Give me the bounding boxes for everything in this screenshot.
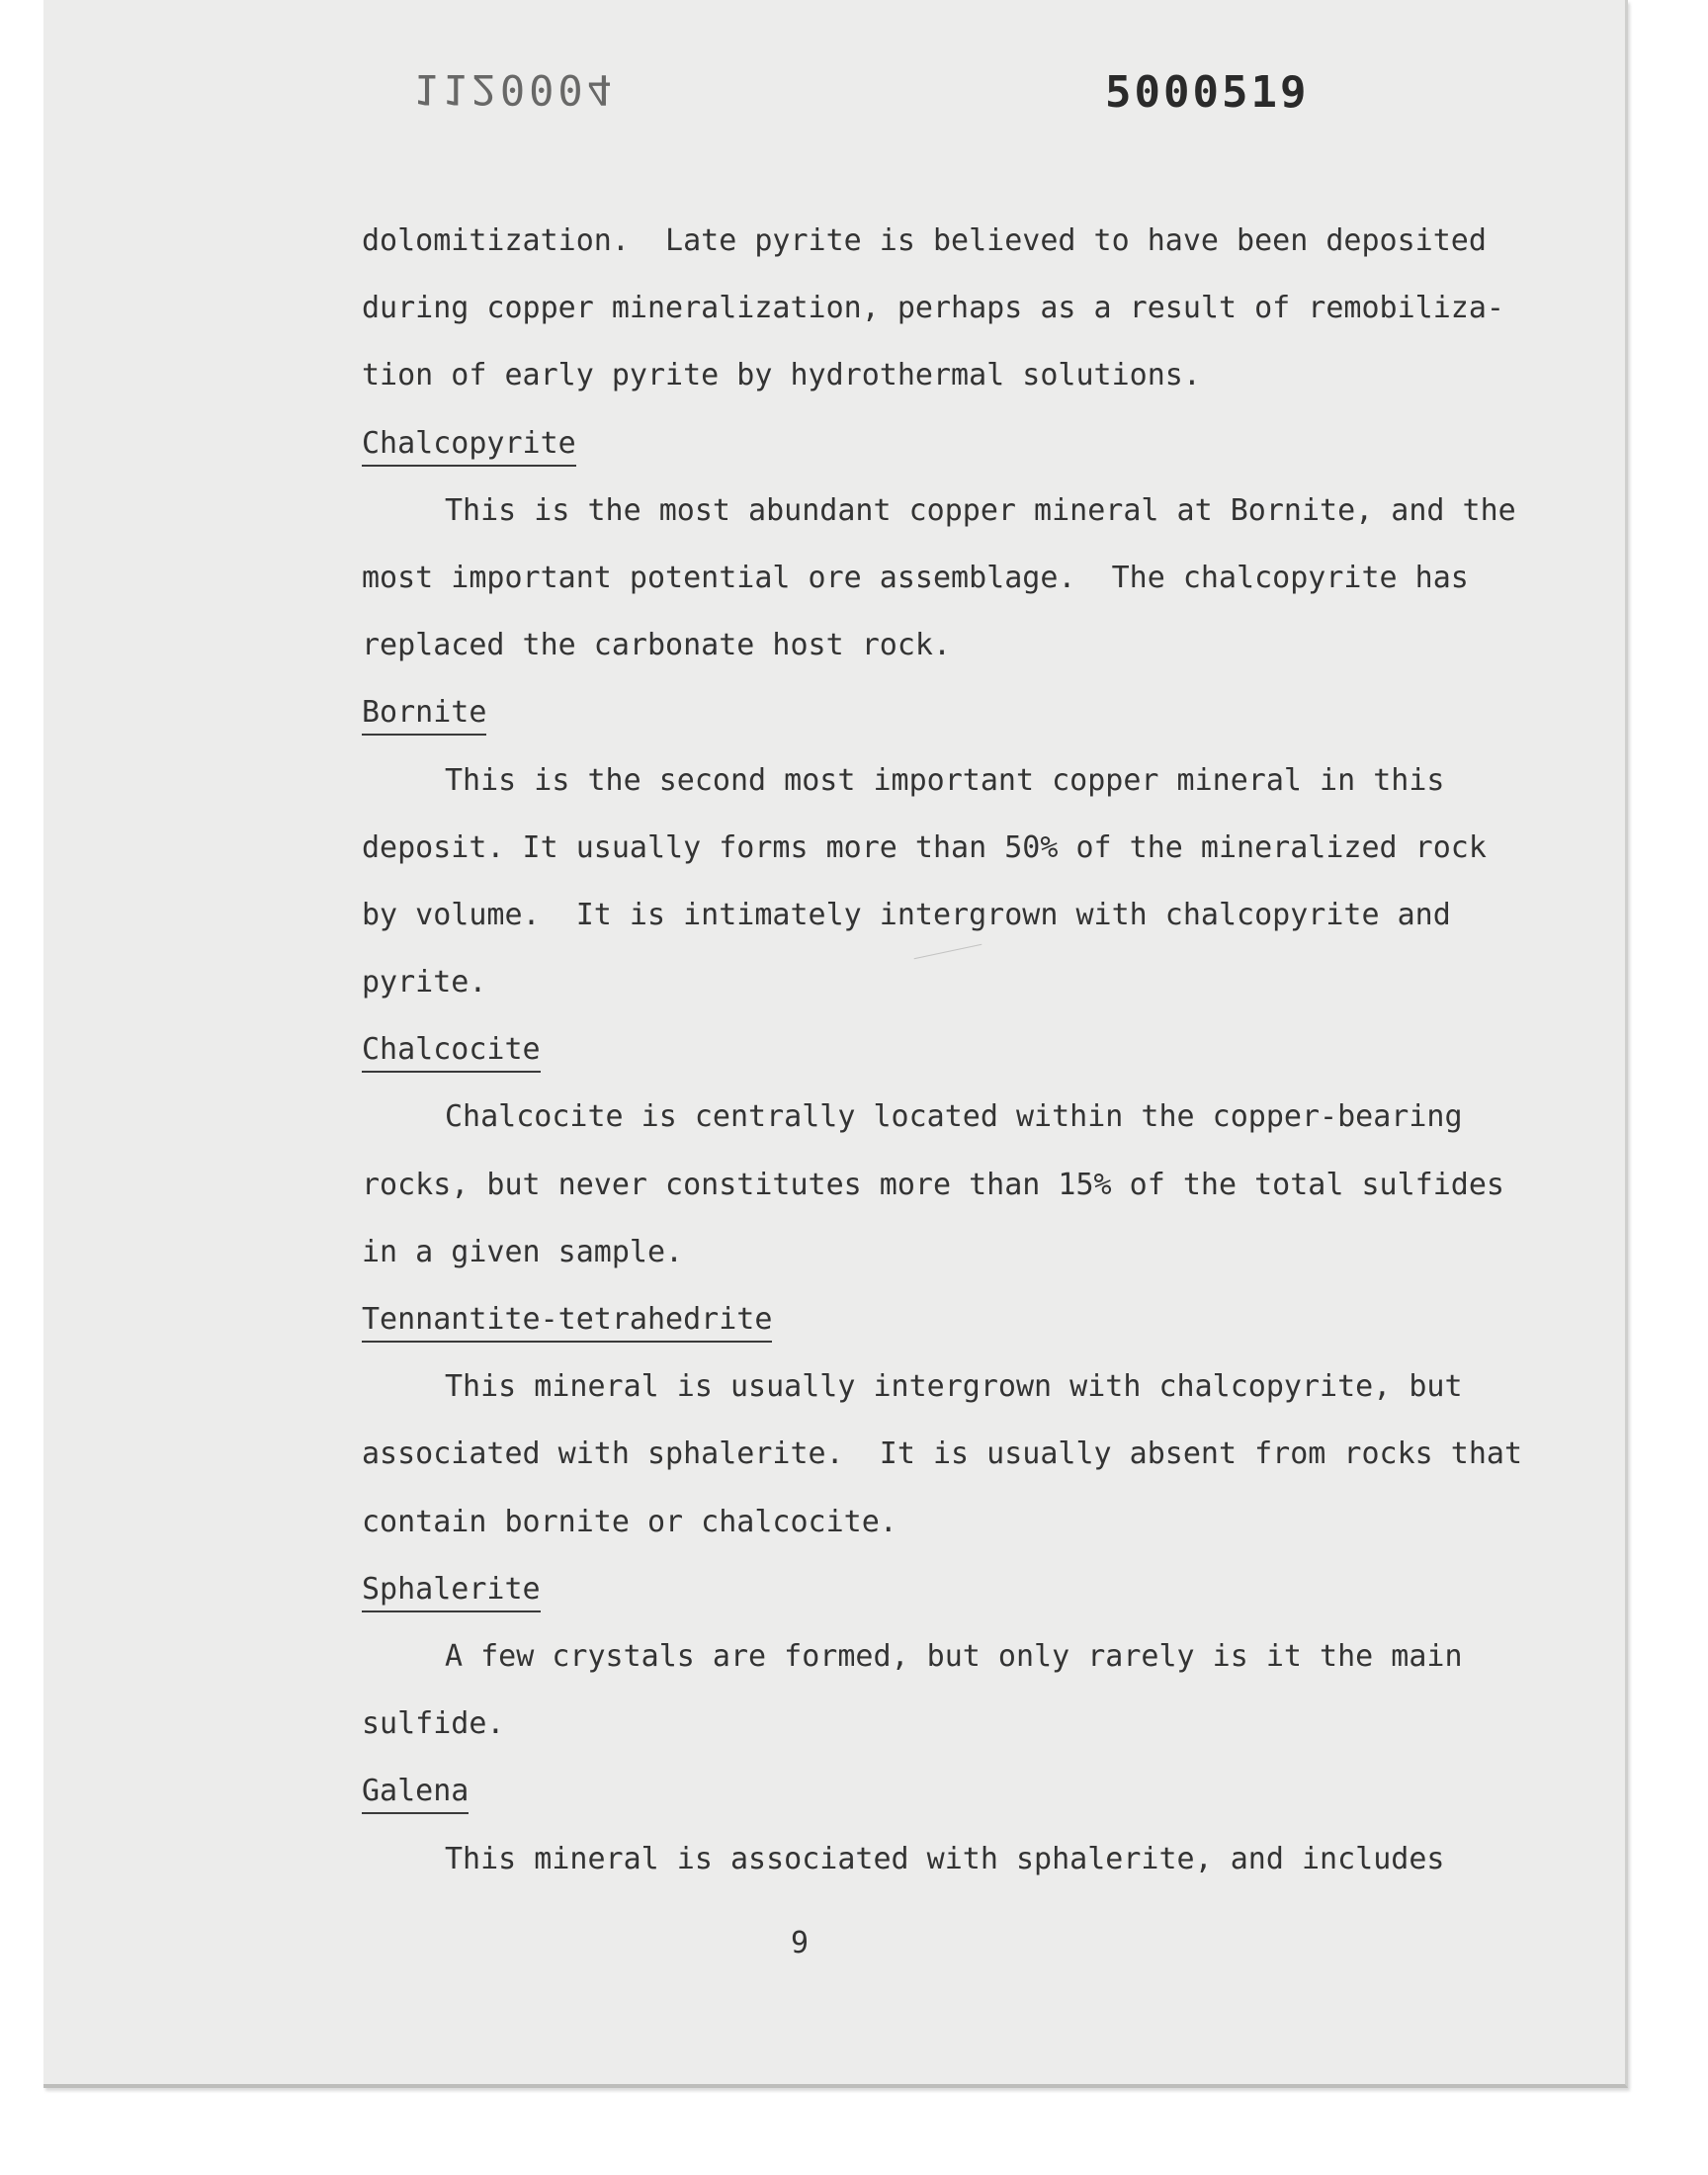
text-line	[362, 1691, 1469, 1758]
section-heading	[362, 1016, 1469, 1084]
text-line-content: tion of early pyrite by hydrothermal solutions.	[362, 358, 1201, 393]
text-line	[362, 275, 1504, 342]
text-line	[362, 1826, 1469, 1893]
section-heading	[362, 410, 1469, 478]
text-line-content: sulfide.	[362, 1706, 505, 1742]
section-heading-label: Galena	[362, 1774, 469, 1814]
text-line-content: contain bornite or chalcocite.	[362, 1504, 897, 1539]
text-line-content: most important potential ore assemblage. The chalcopyrite has	[362, 560, 1469, 595]
section-heading-label: Chalcopyrite	[362, 426, 576, 467]
text-line	[362, 342, 1469, 409]
text-line	[362, 1421, 1522, 1488]
text-line	[362, 545, 1469, 612]
text-line-content: rocks, but never constitutes more than 15% of the total sulfides	[362, 1167, 1504, 1202]
document-body	[362, 208, 1522, 1893]
text-line	[362, 478, 1516, 545]
text-line-content: in a given sample.	[362, 1234, 684, 1269]
text-line-content: pyrite.	[362, 965, 487, 1000]
text-line	[362, 1623, 1469, 1691]
section-heading	[362, 1758, 1469, 1825]
stamp-number-right: 5000519	[1105, 67, 1310, 118]
text-line-content: This is the most abundant copper mineral at Bornite, and the	[445, 492, 1516, 528]
text-line	[362, 1489, 1469, 1556]
stamp-number-left: 1120004	[413, 65, 617, 114]
text-line-content: This mineral is usually intergrown with chalcopyrite, but	[445, 1369, 1463, 1405]
text-line-content: by volume. It is intimately intergrown with chalcopyrite and	[362, 897, 1451, 932]
text-line	[362, 1219, 1469, 1286]
text-line-content: A few crystals are formed, but only rarely is it the main	[445, 1638, 1463, 1674]
section-heading-label: Tennantite-tetrahedrite	[362, 1302, 772, 1343]
section-heading-label: Bornite	[362, 695, 486, 736]
section-heading	[362, 679, 1469, 746]
text-line	[362, 815, 1487, 882]
text-line-content: during copper mineralization, perhaps as a result of remobiliza-	[362, 291, 1504, 326]
page-number: 9	[791, 1926, 810, 1960]
section-heading	[362, 1286, 1469, 1353]
text-line	[362, 747, 1469, 815]
text-line	[362, 612, 1469, 679]
section-heading-label: Sphalerite	[362, 1572, 541, 1612]
text-line-content: deposit. It usually forms more than 50% of the mineralized rock	[362, 829, 1487, 865]
text-line	[362, 882, 1469, 949]
text-line	[362, 1152, 1504, 1219]
text-line-content: associated with sphalerite. It is usually absent from rocks that	[362, 1436, 1522, 1472]
text-line	[362, 1084, 1469, 1151]
text-line-content: Chalcocite is centrally located within the copper-bearing	[445, 1099, 1463, 1135]
section-heading	[362, 1556, 1469, 1623]
text-line-content: This is the second most important copper mineral in this	[445, 762, 1445, 798]
text-line-content: dolomitization. Late pyrite is believed to have been deposited	[362, 223, 1487, 258]
text-line	[362, 208, 1487, 275]
text-line-content: replaced the carbonate host rock.	[362, 628, 952, 663]
text-line-content: This mineral is associated with sphalerite, and includes	[445, 1841, 1445, 1876]
text-line	[362, 949, 1469, 1016]
text-line	[362, 1353, 1469, 1421]
section-heading-label: Chalcocite	[362, 1032, 541, 1073]
